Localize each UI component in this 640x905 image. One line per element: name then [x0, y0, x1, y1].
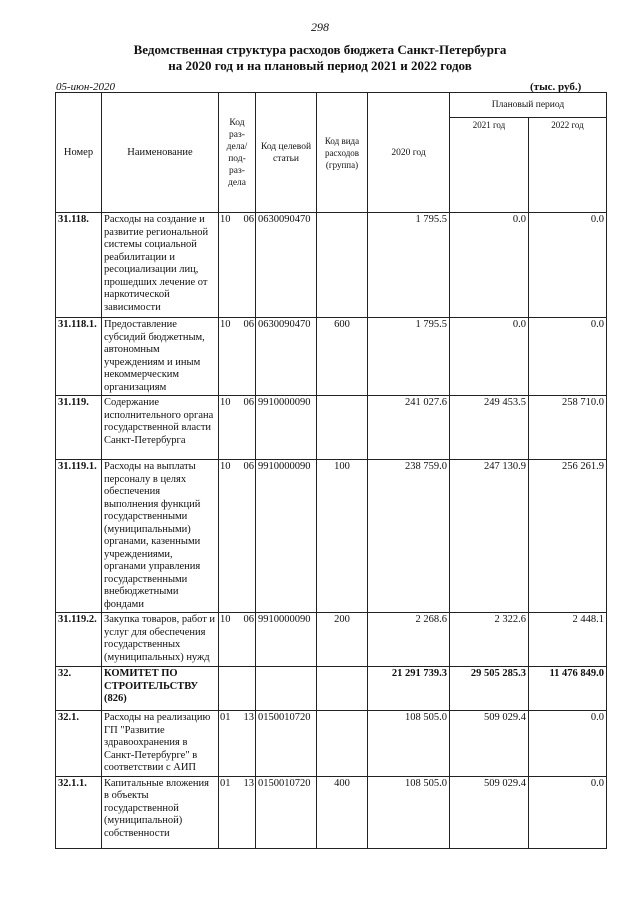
row-section: 10 — [220, 397, 231, 408]
row-2022: 258 710.0 — [529, 396, 607, 460]
header-target: Код целевой статьи — [256, 93, 317, 213]
row-subsection: 06 — [243, 461, 254, 472]
row-type: 100 — [317, 460, 368, 613]
row-number: 31.118. — [56, 213, 102, 318]
row-type: 600 — [317, 318, 368, 396]
row-2020: 1 795.5 — [368, 213, 450, 318]
header-section: Код раз-дела/ под-раз-дела — [219, 93, 256, 213]
table-row — [56, 460, 607, 613]
row-name: Расходы на реализацию ГП "Развитие здравоохранения в Санкт-Петербурге" в соответствии с АИП — [102, 711, 219, 777]
row-2021: 0.0 — [450, 318, 529, 396]
row-2020: 108 505.0 — [368, 711, 450, 777]
row-section: 01 — [220, 712, 231, 723]
row-type: 200 — [317, 613, 368, 667]
row-2022: 0.0 — [529, 213, 607, 318]
row-subsection: 06 — [243, 214, 254, 225]
row-2020: 1 795.5 — [368, 318, 450, 396]
row-target: 0150010720 — [256, 711, 317, 777]
header-name: Наименование — [102, 93, 219, 213]
row-2022: 2 448.1 — [529, 613, 607, 667]
units-label: (тыс. руб.) — [530, 81, 582, 93]
row-name: КОМИТЕТ ПО СТРОИТЕЛЬСТВУ (826) — [102, 667, 219, 711]
row-2021: 0.0 — [450, 213, 529, 318]
table-row — [56, 318, 607, 396]
row-2022: 0.0 — [529, 711, 607, 777]
row-name: Расходы на выплаты персоналу в целях обеспечения выполнения функций государственными (муниципальными) органами, казенными учреждениями, органами управления государственными внебюджетными фондами — [102, 460, 219, 613]
row-2020: 241 027.6 — [368, 396, 450, 460]
row-section: 01 — [220, 777, 231, 789]
header-2021: 2021 год — [450, 117, 529, 212]
header-2022: 2022 год — [529, 117, 607, 212]
header-planned: Плановый период — [450, 93, 607, 118]
row-subsection: 06 — [243, 397, 254, 408]
table-row — [56, 667, 607, 711]
table-row — [56, 613, 607, 667]
row-type — [317, 711, 368, 777]
row-section: 10 — [220, 319, 231, 330]
row-subsection: 06 — [243, 319, 254, 330]
row-target — [256, 667, 317, 711]
row-number: 32. — [56, 667, 102, 711]
header-2020: 2020 год — [368, 93, 450, 213]
title-line-1: Ведомственная структура расходов бюджета Санкт-Петербурга — [133, 42, 507, 57]
row-subsection: 13 — [243, 777, 254, 789]
row-number: 31.119.1. — [56, 460, 102, 613]
header-number: Номер — [56, 93, 102, 213]
row-2020: 2 268.6 — [368, 613, 450, 667]
document-title — [0, 42, 640, 74]
row-target: 9910000090 — [256, 460, 317, 613]
row-type — [317, 667, 368, 711]
row-2021: 509 029.4 — [450, 711, 529, 777]
row-number: 32.1. — [56, 711, 102, 777]
row-2021: 2 322.6 — [450, 613, 529, 667]
row-name: Расходы на создание и развитие региональной системы социальной реабилитации и ресоциализации лиц, прошедших лечение от наркотической зависимости — [102, 213, 219, 318]
row-name: Закупка товаров, работ и услуг для обеспечения государственных (муниципальных) нужд — [102, 613, 219, 667]
row-name: Предоставление субсидий бюджетным, автономным учреждениям и иным некоммерческим организациям — [102, 318, 219, 396]
row-2022: 0.0 — [529, 776, 607, 848]
row-name: Капитальные вложения в объекты государственной (муниципальной) собственности — [102, 776, 219, 848]
row-section: 10 — [220, 214, 231, 225]
row-target: 0630090470 — [256, 213, 317, 318]
row-subsection: 06 — [243, 614, 254, 625]
document-date: 05-июн-2020 — [56, 81, 116, 93]
row-type — [317, 213, 368, 318]
row-name: Содержание исполнительного органа государственной власти Санкт-Петербурга — [102, 396, 219, 460]
row-target: 9910000090 — [256, 396, 317, 460]
row-2021: 509 029.4 — [450, 776, 529, 848]
budget-table — [55, 92, 607, 849]
row-type: 400 — [317, 776, 368, 848]
row-subsection: 13 — [243, 712, 254, 723]
row-target: 0630090470 — [256, 318, 317, 396]
row-section: 10 — [220, 614, 231, 625]
table-row — [56, 396, 607, 460]
row-2021: 249 453.5 — [450, 396, 529, 460]
table-row — [56, 711, 607, 777]
row-target: 9910000090 — [256, 613, 317, 667]
row-2020: 108 505.0 — [368, 776, 450, 848]
row-type — [317, 396, 368, 460]
row-2022: 0.0 — [529, 318, 607, 396]
table-row — [56, 776, 607, 848]
row-2022: 256 261.9 — [529, 460, 607, 613]
row-2020: 238 759.0 — [368, 460, 450, 613]
row-2021: 29 505 285.3 — [450, 667, 529, 711]
row-number: 31.119. — [56, 396, 102, 460]
row-target: 0150010720 — [256, 776, 317, 848]
page-number: 298 — [311, 20, 329, 34]
title-line-2: на 2020 год и на плановый период 2021 и 2022 годов — [168, 58, 472, 73]
row-number: 31.118.1. — [56, 318, 102, 396]
row-2020: 21 291 739.3 — [368, 667, 450, 711]
row-section: 10 — [220, 461, 231, 472]
row-2022: 11 476 849.0 — [529, 667, 607, 711]
table-row — [56, 213, 607, 318]
row-number: 31.119.2. — [56, 613, 102, 667]
row-number: 32.1.1. — [56, 776, 102, 848]
row-2021: 247 130.9 — [450, 460, 529, 613]
header-type: Код вида расходов (группа) — [317, 93, 368, 213]
